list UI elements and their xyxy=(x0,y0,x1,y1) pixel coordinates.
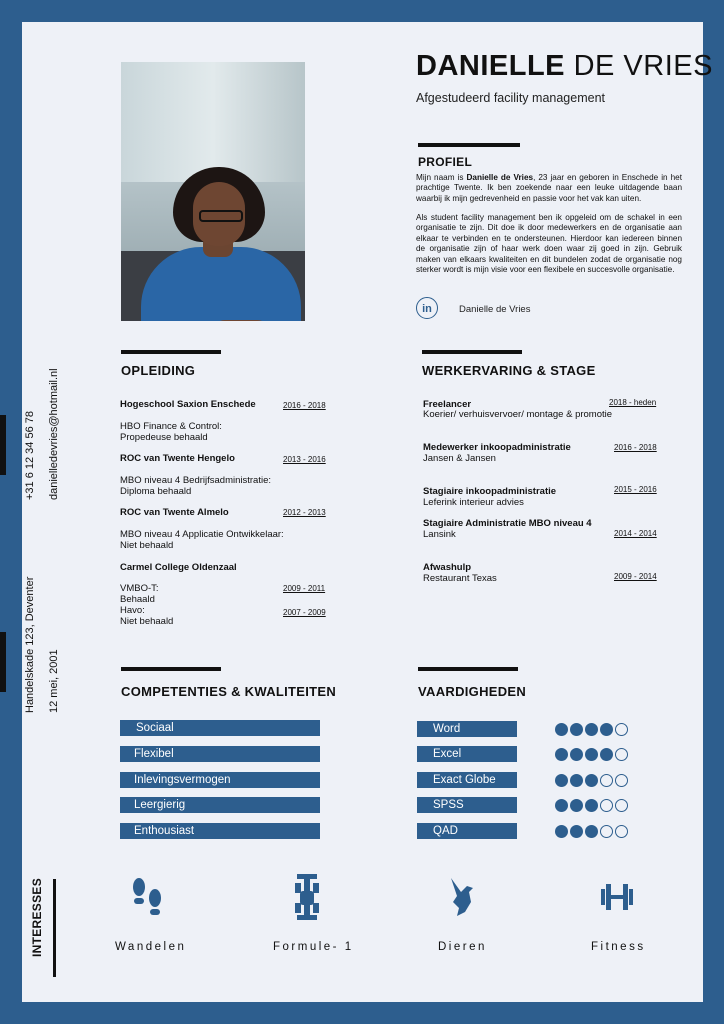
education-date-1: 2016 - 2018 xyxy=(283,401,326,410)
competency-1: Sociaal xyxy=(120,720,320,736)
work-title-3: Stagiaire inkoopadministratie xyxy=(423,486,557,497)
linkedin-icon[interactable]: in xyxy=(416,297,438,319)
work-sub-1: Koerier/ verhuisvervoer/ montage & promotie xyxy=(423,409,613,420)
rating-dot-empty xyxy=(615,723,628,736)
rating-dot-empty xyxy=(615,774,628,787)
interest-label-1: Wandelen xyxy=(115,941,187,953)
rating-dot-filled xyxy=(585,799,598,812)
rating-dot-filled xyxy=(585,748,598,761)
skill-4: SPSS xyxy=(417,797,517,813)
competencies-rule xyxy=(121,667,221,671)
profile-paragraph-2: Als student facility management ben ik opgeleid om de schakel in een organisatie te zijn. Dit doe ik door medewerkers en de organisatie aan elkaar te verbinden en te ondersteunen. Hierdoor kan iedereen binnen de organisatie zijn of haar werk doen waar zij goed in zijn. Gebruik maken van elkaars kwaliteiten en dit bundelen zodat de organisatie nog sterker wordt is mijn visie voor een flexibele en succesvolle organisatie. xyxy=(416,213,682,275)
dumbbell-icon xyxy=(600,881,634,913)
contact-email: danielledevries@hotmail.nl xyxy=(48,368,60,500)
skills-rule xyxy=(418,667,518,671)
education-school-3: ROC van Twente Almelo xyxy=(120,507,229,518)
education-detail-2a: MBO niveau 4 Bedrijfsadministratie: xyxy=(120,475,272,486)
work-title-2: Medewerker inkoopadministratie xyxy=(423,442,571,453)
work-sub-5: Restaurant Texas xyxy=(423,573,497,584)
skill-rating-4 xyxy=(555,799,628,812)
first-name: DANIELLE xyxy=(416,50,565,82)
rating-dot-empty xyxy=(600,799,613,812)
education-school-1: Hogeschool Saxion Enschede xyxy=(120,399,256,410)
education-date-3: 2012 - 2013 xyxy=(283,508,326,517)
contact-birthdate: 12 mei, 2001 xyxy=(48,649,60,713)
profile-title: PROFIEL xyxy=(418,155,473,169)
rating-dot-filled xyxy=(555,825,568,838)
competencies-title: COMPETENTIES & KWALITEITEN xyxy=(121,684,337,699)
work-date-2: 2016 - 2018 xyxy=(614,443,657,452)
work-sub-3: Leferink interieur advies xyxy=(423,497,524,508)
race-car-icon xyxy=(294,873,320,921)
education-detail-4d: Niet behaald xyxy=(120,616,174,627)
work-rule xyxy=(422,350,522,354)
job-subtitle: Afgestudeerd facility management xyxy=(416,91,605,105)
education-detail-3b: Niet behaald xyxy=(120,540,174,551)
rating-dot-filled xyxy=(600,748,613,761)
skill-rating-3 xyxy=(555,774,628,787)
skill-rating-2 xyxy=(555,748,628,761)
work-sub-2: Jansen & Jansen xyxy=(423,453,496,464)
rating-dot-filled xyxy=(570,748,583,761)
work-title-1: Freelancer xyxy=(423,399,472,410)
rating-dot-filled xyxy=(570,799,583,812)
education-date-2: 2013 - 2016 xyxy=(283,455,326,464)
rating-dot-filled xyxy=(555,723,568,736)
rating-dot-empty xyxy=(600,825,613,838)
work-date-3: 2015 - 2016 xyxy=(614,485,657,494)
rating-dot-filled xyxy=(585,723,598,736)
rating-dot-filled xyxy=(570,723,583,736)
skill-1: Word xyxy=(417,721,517,737)
rating-dot-filled xyxy=(555,748,568,761)
interest-label-2: Formule- 1 xyxy=(273,941,354,953)
education-rule xyxy=(121,350,221,354)
education-detail-2b: Diploma behaald xyxy=(120,486,192,497)
competency-5: Enthousiast xyxy=(120,823,320,839)
edge-marker-top xyxy=(0,415,6,475)
rating-dot-filled xyxy=(600,723,613,736)
skill-rating-5 xyxy=(555,825,628,838)
skill-rating-1 xyxy=(555,723,628,736)
work-date-4: 2014 - 2014 xyxy=(614,529,657,538)
education-detail-4a: VMBO-T: xyxy=(120,583,159,594)
rating-dot-empty xyxy=(600,774,613,787)
education-school-4: Carmel College Oldenzaal xyxy=(120,562,237,573)
interest-label-4: Fitness xyxy=(591,941,646,953)
education-title: OPLEIDING xyxy=(121,363,196,378)
education-date-4b: 2007 - 2009 xyxy=(283,608,326,617)
profile-photo xyxy=(121,62,305,321)
skill-2: Excel xyxy=(417,746,517,762)
interest-label-3: Dieren xyxy=(438,941,487,953)
linkedin-name[interactable]: Danielle de Vries xyxy=(459,304,531,315)
education-detail-1b: Propedeuse behaald xyxy=(120,432,208,443)
interests-rule xyxy=(53,879,56,977)
work-title: WERKERVARING & STAGE xyxy=(422,363,596,378)
rating-dot-filled xyxy=(585,774,598,787)
education-detail-4b: Behaald xyxy=(120,594,155,605)
education-school-2: ROC van Twente Hengelo xyxy=(120,453,235,464)
profile-rule xyxy=(418,143,520,147)
edge-marker-bottom xyxy=(0,632,6,692)
education-date-4: 2009 - 2011 xyxy=(283,584,326,593)
rating-dot-empty xyxy=(615,825,628,838)
competency-2: Flexibel xyxy=(120,746,320,762)
contact-address: Handelskade 123, Deventer xyxy=(24,576,36,713)
work-title-4: Stagiaire Administratie MBO niveau 4 xyxy=(423,518,592,529)
footprints-icon xyxy=(129,876,165,920)
last-name: DE VRIES xyxy=(573,50,713,82)
work-date-1: 2018 - heden xyxy=(609,398,657,407)
profile-paragraph-1: Mijn naam is Danielle de Vries, 23 jaar en geboren in Enschede in het prachtige Twente. Ik ben zoekende naar een leuke uitdagende baan waarbij ik mijn gedrevenheid en passie voor het vak kan uiten. xyxy=(416,173,682,203)
education-detail-1a: HBO Finance & Control: xyxy=(120,421,222,432)
rating-dot-filled xyxy=(555,774,568,787)
full-name xyxy=(416,50,713,83)
work-title-5: Afwashulp xyxy=(423,562,472,573)
education-detail-3a: MBO niveau 4 Applicatie Ontwikkelaar: xyxy=(120,529,284,540)
education-detail-4c: Havo: xyxy=(120,605,145,616)
rating-dot-filled xyxy=(555,799,568,812)
work-sub-4: Lansink xyxy=(423,529,456,540)
competency-3: Inlevingsvermogen xyxy=(120,772,320,788)
skills-title: VAARDIGHEDEN xyxy=(418,684,527,699)
interests-title: INTERESSES xyxy=(30,877,44,957)
skill-3: Exact Globe xyxy=(417,772,517,788)
competency-4: Leergierig xyxy=(120,797,320,813)
skill-5: QAD xyxy=(417,823,517,839)
work-date-5: 2009 - 2014 xyxy=(614,572,657,581)
contact-phone: +31 6 12 34 56 78 xyxy=(24,411,36,500)
rating-dot-filled xyxy=(570,774,583,787)
rating-dot-filled xyxy=(570,825,583,838)
rating-dot-empty xyxy=(615,748,628,761)
rating-dot-filled xyxy=(585,825,598,838)
bird-icon xyxy=(447,876,477,918)
rating-dot-empty xyxy=(615,799,628,812)
